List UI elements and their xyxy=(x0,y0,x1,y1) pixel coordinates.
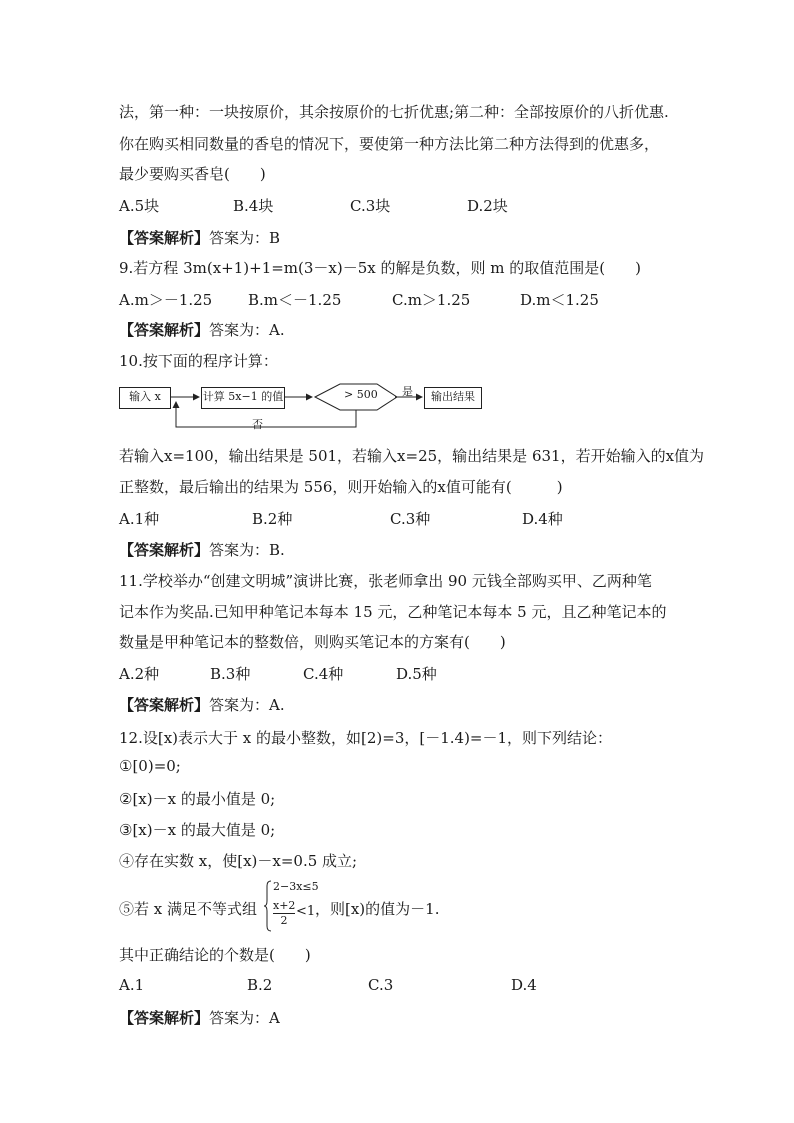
answer-tag: 【答案解析】 xyxy=(119,541,210,559)
q12-option-a: A.1 xyxy=(119,976,145,994)
flow-input-box: 输入 x xyxy=(119,387,171,409)
flow-compute-box: 计算 5x−1 的值 xyxy=(201,387,285,409)
q12-answer xyxy=(119,1007,280,1028)
q10-answer xyxy=(119,539,285,560)
q8-line1: 法，第一种：一块按原价，其余按原价的七折优惠;第二种：全部按原价的八折优惠. xyxy=(119,103,669,121)
q11-line2: 记本作为奖品.已知甲种笔记本每本 15 元，乙种笔记本每本 5 元，且乙种笔记本的 xyxy=(119,603,667,621)
q12-statement-3: ③[x)－x 的最大值是 0; xyxy=(119,821,276,839)
flow-output-box: 输出结果 xyxy=(424,387,482,409)
q12-option-b: B.2 xyxy=(247,976,273,994)
inequality-1: 2−3x≤5 xyxy=(273,880,319,893)
q11-line3: 数量是甲种笔记本的整数倍，则购买笔记本的方案有( ) xyxy=(119,633,506,651)
q10-line1: 若输入x=100，输出结果是 501，若输入x=25，输出结果是 631，若开始输入的x值为 xyxy=(119,447,705,465)
q9-answer xyxy=(119,319,285,340)
q9-option-d: D.m＜1.25 xyxy=(520,291,599,309)
fraction-numerator: x+2 xyxy=(273,899,296,912)
program-flowchart xyxy=(119,380,475,432)
inequality-2-fraction xyxy=(273,899,295,928)
q12-statement-1: ①[0)=0; xyxy=(119,757,181,775)
q8-option-c: C.3块 xyxy=(350,197,391,215)
flow-yes-label: 是 xyxy=(402,385,413,398)
fraction-denominator: 2 xyxy=(280,914,288,927)
q11-answer xyxy=(119,694,285,715)
q12-statement-5-prefix: ⑤若 x 满足不等式组 xyxy=(119,900,257,918)
q10-option-d: D.4种 xyxy=(522,510,563,528)
q12-question: 其中正确结论的个数是( ) xyxy=(119,946,311,964)
q10-option-c: C.3种 xyxy=(390,510,431,528)
q10-line2: 正整数，最后输出的结果为 556，则开始输入的x值可能有( ) xyxy=(119,478,563,496)
answer-text: 答案为：B xyxy=(209,229,281,247)
q11-line1: 11.学校举办“创建文明城”演讲比赛，张老师拿出 90 元钱全部购买甲、乙两种笔 xyxy=(119,572,652,590)
answer-tag: 【答案解析】 xyxy=(119,229,210,247)
q12-option-d: D.4 xyxy=(511,976,537,994)
q8-line2: 你在购买相同数量的香皂的情况下，要使第一种方法比第二种方法得到的优惠多， xyxy=(119,135,660,153)
q8-option-b: B.4块 xyxy=(233,197,274,215)
q11-option-a: A.2种 xyxy=(119,665,160,683)
q9-option-b: B.m＜－1.25 xyxy=(248,291,342,309)
q10-stem: 10.按下面的程序计算： xyxy=(119,352,278,370)
q8-option-a: A.5块 xyxy=(119,197,160,215)
q10-option-a: A.1种 xyxy=(119,510,160,528)
q11-option-c: C.4种 xyxy=(303,665,344,683)
q9-stem: 9.若方程 3m(x+1)+1=m(3－x)－5x 的解是负数，则 m 的取值范围是( ) xyxy=(119,259,641,277)
q8-option-d: D.2块 xyxy=(467,197,508,215)
inequality-brace xyxy=(264,880,272,932)
answer-tag: 【答案解析】 xyxy=(119,1009,210,1027)
flow-no-label: 否 xyxy=(252,418,263,431)
q10-option-b: B.2种 xyxy=(252,510,293,528)
q12-statement-2: ②[x)－x 的最小值是 0; xyxy=(119,790,276,808)
flow-condition-label: > 500 xyxy=(344,388,378,401)
answer-tag: 【答案解析】 xyxy=(119,696,210,714)
answer-text: 答案为：A. xyxy=(209,321,285,339)
inequality-2-rest: <1 xyxy=(296,904,316,919)
q8-answer xyxy=(119,227,280,248)
q11-option-d: D.5种 xyxy=(396,665,437,683)
answer-text: 答案为：B. xyxy=(209,541,285,559)
q8-line3: 最少要购买香皂( ) xyxy=(119,165,266,183)
q12-stem: 12.设[x)表示大于 x 的最小整数，如[2)=3，[－1.4)=－1，则下列结论： xyxy=(119,729,613,747)
q9-option-a: A.m＞－1.25 xyxy=(119,291,213,309)
q12-statement-4: ④存在实数 x，使[x)－x=0.5 成立; xyxy=(119,852,358,870)
answer-tag: 【答案解析】 xyxy=(119,321,210,339)
q12-statement-5-suffix: ，则[x)的值为－1. xyxy=(315,900,440,918)
answer-text: 答案为：A xyxy=(209,1009,280,1027)
q12-option-c: C.3 xyxy=(368,976,394,994)
answer-text: 答案为：A. xyxy=(209,696,285,714)
q9-option-c: C.m＞1.25 xyxy=(392,291,471,309)
q11-option-b: B.3种 xyxy=(210,665,251,683)
